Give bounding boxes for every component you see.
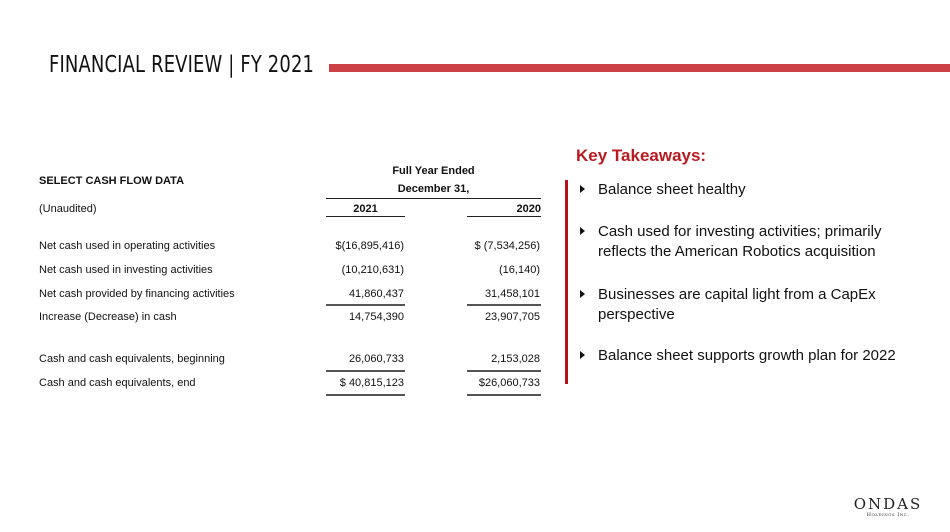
takeaways-accent-bar (565, 180, 568, 384)
row-value-2021: $(16,895,416) (335, 240, 404, 252)
total-rule-2020 (467, 370, 541, 372)
row-label: Net cash provided by financing activities (39, 288, 235, 300)
ondas-logo (846, 497, 930, 519)
takeaway-line2: perspective (598, 306, 675, 323)
row-value-2020: $26,060,733 (478, 377, 540, 389)
table-title: SELECT CASH FLOW DATA (39, 175, 185, 187)
row-label: Cash and cash equivalents, beginning (39, 353, 225, 365)
bullet-triangle-icon (580, 185, 585, 193)
takeaway-line1: Balance sheet supports growth plan for 2022 (598, 347, 896, 364)
page-title: FINANCIAL REVIEW | FY 2021 (49, 52, 315, 78)
end-rule-2021 (326, 394, 405, 396)
period-header-rule (326, 198, 541, 199)
column-rule-2020 (467, 216, 541, 217)
row-label: Net cash used in investing activities (39, 264, 213, 276)
row-value-2021: 26,060,733 (348, 353, 404, 365)
row-value-2020: 23,907,705 (484, 311, 540, 323)
row-value-2020: $ (7,534,256) (474, 240, 540, 252)
row-value-2021: (10,210,631) (341, 264, 404, 276)
logo-name: ONDAS (853, 495, 923, 513)
column-rule-2021 (326, 216, 405, 217)
takeaway-line1: Cash used for investing activities; primarily (598, 223, 882, 240)
row-value-2021: 14,754,390 (348, 311, 404, 323)
bullet-triangle-icon (580, 227, 585, 235)
logo-subtitle: Holdings Inc. (866, 512, 910, 518)
row-label: Net cash used in operating activities (39, 240, 216, 252)
subtotal-rule-2021 (326, 304, 405, 306)
table-subtitle: (Unaudited) (39, 203, 97, 215)
row-value-2020: 31,458,101 (484, 288, 540, 300)
title-accent-bar (329, 64, 950, 72)
column-header-2021: 2021 (353, 203, 378, 215)
subtotal-rule-2020 (467, 304, 541, 306)
bullet-triangle-icon (580, 351, 585, 359)
period-header-line2: December 31, (397, 183, 470, 195)
row-value-2021: 41,860,437 (348, 288, 404, 300)
takeaways-title: Key Takeaways: (576, 146, 707, 165)
total-rule-2021 (326, 370, 405, 372)
row-value-2020: (16,140) (499, 264, 540, 276)
row-label: Increase (Decrease) in cash (39, 311, 177, 323)
end-rule-2020 (467, 394, 541, 396)
row-value-2021: $ 40,815,123 (339, 377, 404, 389)
row-label: Cash and cash equivalents, end (39, 377, 196, 389)
column-header-2020: 2020 (516, 203, 541, 215)
row-value-2020: 2,153,028 (491, 353, 540, 365)
period-header-line1: Full Year Ended (392, 165, 475, 177)
takeaway-line2: reflects the American Robotics acquisition (598, 243, 876, 260)
takeaway-line1: Businesses are capital light from a CapEx (598, 286, 876, 303)
bullet-triangle-icon (580, 290, 585, 298)
takeaway-line1: Balance sheet healthy (598, 181, 746, 198)
